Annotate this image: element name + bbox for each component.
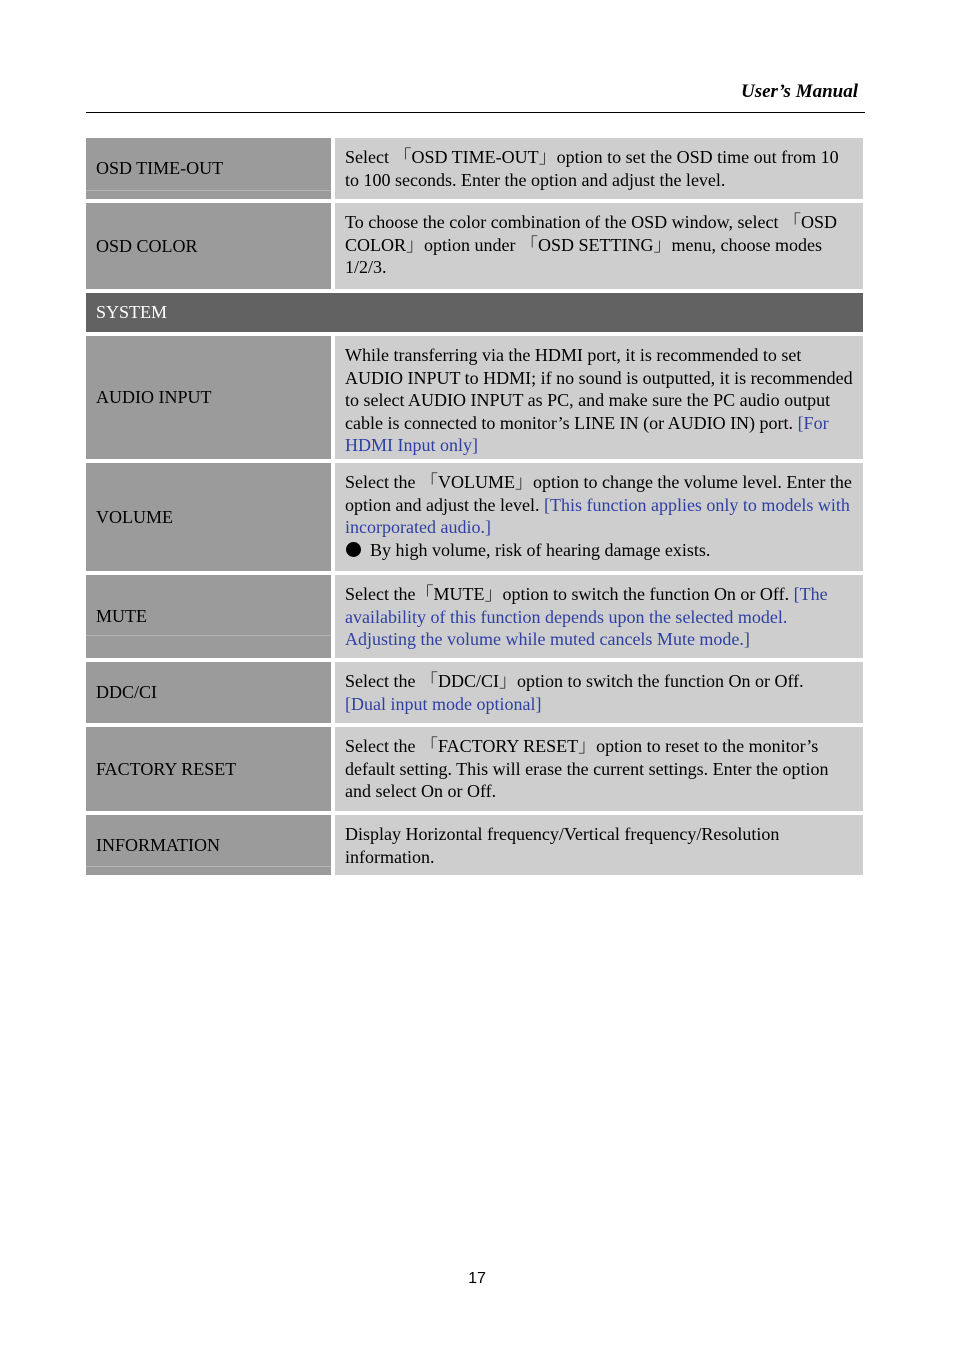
row-description bbox=[335, 727, 863, 811]
page-number: 17 bbox=[468, 1270, 486, 1287]
row-description bbox=[335, 138, 863, 199]
section-header-system bbox=[86, 293, 863, 332]
description-text: Select the 「DDC/CI」option to switch the function On or Off. bbox=[345, 671, 804, 691]
description-text: To choose the color combination of the OSD window, select 「OSD COLOR」option under 「OSD SETTING」menu, choose modes 1/2/3. bbox=[345, 212, 837, 277]
table-row bbox=[86, 463, 863, 571]
table-row bbox=[86, 575, 863, 658]
row-description bbox=[335, 815, 863, 875]
table-row bbox=[86, 727, 863, 811]
note-text: [For HDMI Input only] bbox=[345, 412, 829, 455]
warning-text: By high volume, risk of hearing damage exists. bbox=[370, 539, 711, 560]
row-description bbox=[335, 203, 863, 289]
description-text: Select the「MUTE」option to switch the function On or Off. bbox=[345, 584, 790, 604]
table-row bbox=[86, 815, 863, 875]
description-text: While transferring via the HDMI port, it is recommended to set AUDIO INPUT to HDMI; if no sound is outputted, it is recommended to select AUDIO INPUT as PC, and make sure the PC audio output cable is connected to monitor’s LINE IN (or AUDIO IN) port. bbox=[345, 345, 853, 433]
row-description bbox=[335, 575, 863, 658]
row-description bbox=[335, 662, 863, 723]
row-label: VOLUME bbox=[86, 463, 335, 571]
description-text: Display Horizontal frequency/Vertical frequency/Resolution information. bbox=[345, 824, 780, 867]
osd-settings-table bbox=[86, 138, 863, 879]
table-row bbox=[86, 662, 863, 723]
row-description bbox=[335, 336, 863, 459]
row-label: AUDIO INPUT bbox=[86, 336, 335, 459]
table-row bbox=[86, 336, 863, 459]
table-row bbox=[86, 203, 863, 289]
description-text: Select the 「FACTORY RESET」option to reset to the monitor’s default setting. This will erase the current settings. Enter the option and select On or Off. bbox=[345, 736, 829, 801]
description-text: Select 「OSD TIME-OUT」option to set the OSD time out from 10 to 100 seconds. Enter the option and adjust the level. bbox=[345, 147, 839, 190]
note-text: [This function applies only to models with incorporated audio.] bbox=[345, 494, 850, 537]
note-text: [Dual input mode optional] bbox=[345, 693, 542, 714]
row-label: OSD COLOR bbox=[86, 203, 335, 289]
note-text: [The availability of this function depends upon the selected model. Adjusting the volume while muted cancels Mute mode.] bbox=[345, 584, 828, 649]
description-text: Select the 「VOLUME」option to change the volume level. Enter the option and adjust the level. bbox=[345, 472, 852, 515]
manual-title: User’s Manual bbox=[740, 81, 858, 102]
row-label: MUTE bbox=[86, 575, 335, 658]
row-label: FACTORY RESET bbox=[86, 727, 335, 811]
table-row bbox=[86, 138, 863, 199]
row-label: INFORMATION bbox=[86, 815, 335, 875]
row-label: DDC/CI bbox=[86, 662, 335, 723]
row-description bbox=[335, 463, 863, 571]
section-label: SYSTEM bbox=[96, 302, 168, 322]
bullet-icon bbox=[346, 542, 361, 557]
row-label: OSD TIME-OUT bbox=[86, 138, 335, 199]
header-rule bbox=[86, 112, 865, 113]
